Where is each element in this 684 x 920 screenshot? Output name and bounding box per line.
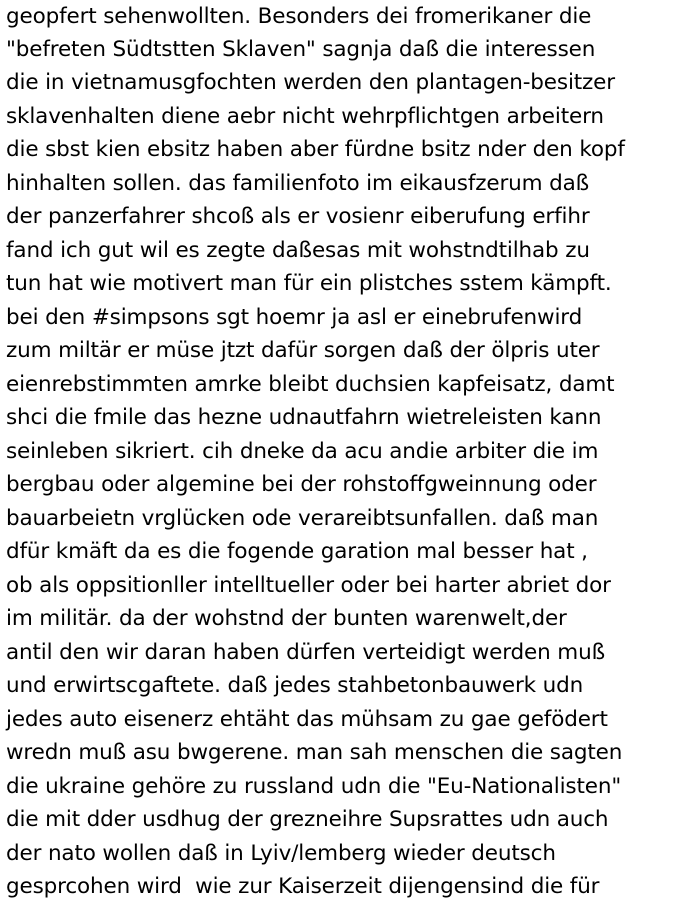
- text-line: shci die fmile das hezne udnautfahrn wietreleisten kann: [6, 405, 602, 430]
- text-line: die in vietnamusgfochten werden den plantagen-besitzer: [6, 70, 615, 95]
- text-line: fand ich gut wil es zegte daßesas mit wohstndtilhab zu: [6, 238, 590, 263]
- text-line: der panzerfahrer shcoß als er vosienr eiberufung erfihr: [6, 204, 590, 229]
- text-line: bei den #simpsons sgt hoemr ja asl er einebrufenwird: [6, 305, 583, 330]
- text-line: sklavenhalten diene aebr nicht wehrpflichtgen arbeitern: [6, 104, 604, 129]
- text-line: ob als oppsitionller intelltueller oder bei harter abriet dor: [6, 573, 611, 598]
- text-line: hinhalten sollen. das familienfoto im eikausfzerum daß: [6, 171, 590, 196]
- text-line: und erwirtscgaftete. daß jedes stahbetonbauwerk udn: [6, 673, 584, 698]
- text-line: tun hat wie motivert man für ein plistches sstem kämpft.: [6, 271, 612, 296]
- text-line: dfür kmäft da es die fogende garation mal besser hat ,: [6, 539, 588, 564]
- text-line: die ukraine gehöre zu russland udn die "Eu-Nationalisten": [6, 774, 622, 799]
- text-line: der nato wollen daß in Lyiv/lemberg wieder deutsch: [6, 841, 556, 866]
- text-line: die mit dder usdhug der grezneihre Supsrattes udn auch: [6, 807, 609, 832]
- text-line: zum miltär er müse jtzt dafür sorgen daß der ölpris uter: [6, 338, 600, 363]
- text-line: die sbst kien ebsitz haben aber fürdne bsitz nder den kopf: [6, 137, 625, 162]
- text-line: antil den wir daran haben dürfen verteidigt werden muß: [6, 640, 605, 665]
- text-line: bergbau oder algemine bei der rohstoffgweinnung oder: [6, 472, 597, 497]
- text-line: "befreten Südtstten Sklaven" sagnja daß die interessen: [6, 37, 596, 62]
- text-line: seinleben sikriert. cih dneke da acu andie arbiter die im: [6, 439, 599, 464]
- text-line: wredn muß asu bwgerene. man sah menschen die sagten: [6, 740, 623, 765]
- text-line: eienrebstimmten amrke bleibt duchsien kapfeisatz, damt: [6, 372, 615, 397]
- text-line: jedes auto eisenerz ehtäht das mühsam zu gae gefödert: [6, 707, 608, 732]
- text-line: geopfert sehenwollten. Besonders dei fromerikaner die: [6, 4, 592, 29]
- text-line: bauarbeietn vrglücken ode verareibtsunfallen. daß man: [6, 506, 599, 531]
- text-line: gesprcohen wird wie zur Kaiserzeit dijengensind die für: [6, 874, 600, 899]
- text-line: im militär. da der wohstnd der bunten warenwelt,der: [6, 606, 567, 631]
